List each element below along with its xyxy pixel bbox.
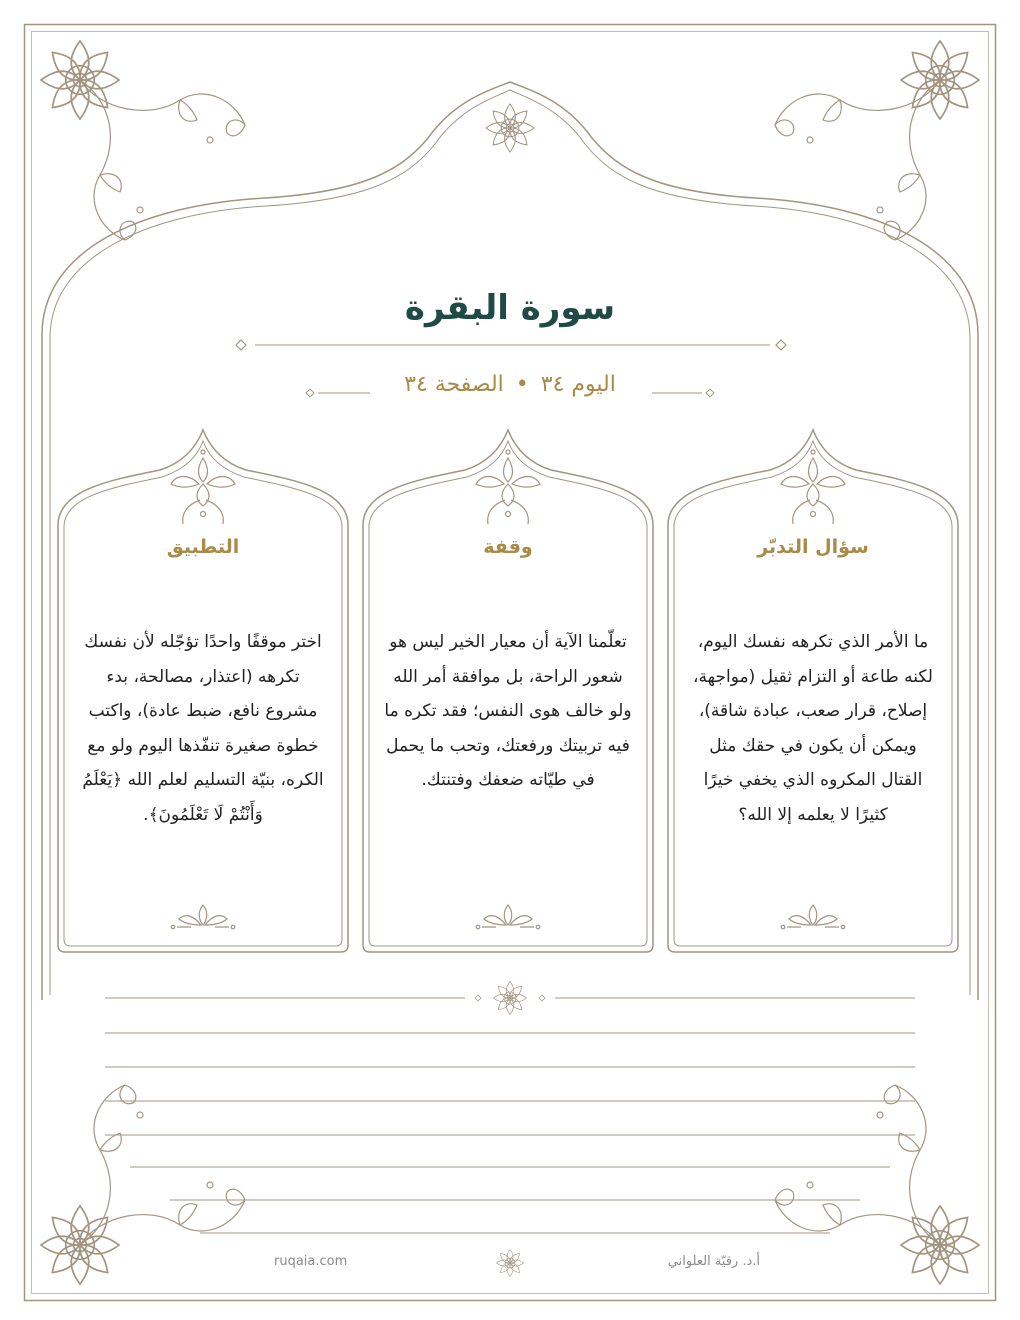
card-heading-pause: وقفة xyxy=(483,536,533,558)
card-heading-reflection-question: سؤال التدبّر xyxy=(757,536,869,558)
page-label: الصفحة ٣٤ xyxy=(404,372,504,397)
page-title: سورة البقرة xyxy=(404,288,616,328)
card-body-pause: تعلّمنا الآية أن معيار الخير ليس هو شعور الراحة، بل موافقة أمر الله ولو خالف هوى النفس؛ فقد تكره ما فيه تربيتك ورفعتك، وتحب ما يحمل في طيّاته ضعفك وفتنتك. xyxy=(384,632,632,790)
footer-author: أ.د. رقيّة العلواني xyxy=(667,1254,760,1269)
footer-website: ruqaia.com xyxy=(274,1254,348,1269)
day-page-subtitle xyxy=(0,372,1020,397)
card-body-application: اختر موقفًا واحدًا تؤجّله لأن نفسك تكرهه (اعتذار، مصالحة، بدء مشروع نافع، ضبط عادة)، واكتب خطوة صغيرة تنفّذها اليوم ولو مع الكره، بنيّة التسليم لعلم الله ﴿يَعْلَمُ وَأَنْتُمْ لَا تَعْلَمُونَ﴾. xyxy=(82,632,324,825)
card-body-reflection-question: ما الأمر الذي تكرهه نفسك اليوم، لكنه طاعة أو التزام ثقيل (مواجهة، إصلاح، قرار صعب، عبادة شاقة)، ويمكن أن يكون في حقك مثل القتال المكروه الذي يخفي خيرًا كثيرًا لا يعلمه إلا الله؟ xyxy=(693,632,933,825)
card-heading-application: التطبيق xyxy=(166,536,240,558)
separator-dot: • xyxy=(515,372,529,397)
day-label: اليوم ٣٤ xyxy=(540,372,616,397)
